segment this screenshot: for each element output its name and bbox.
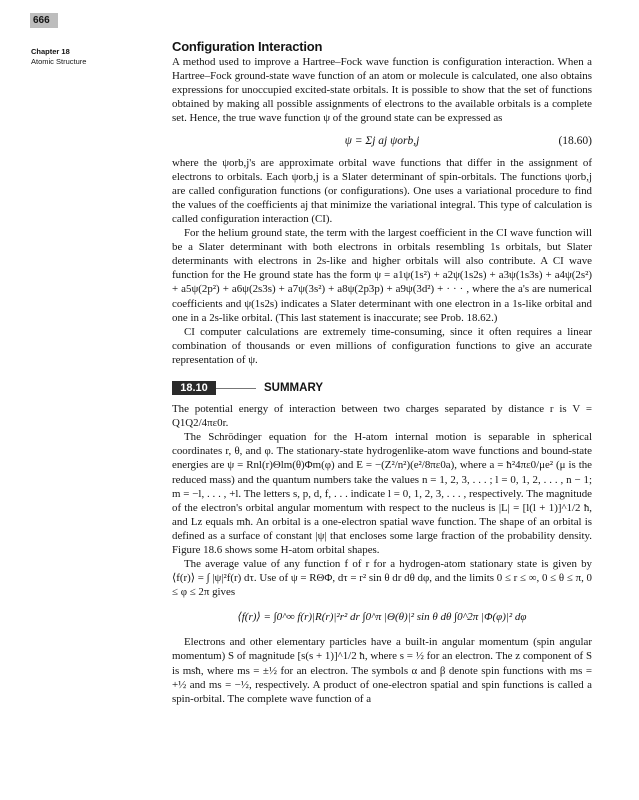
summary-paragraph-2: The Schrödinger equation for the H-atom internal motion is separable in spherical coordinates r, θ, and φ. The stationary-state hydrogenlike-atom wave functions and bound-state energies are ψ = Rnl(r)Θlm(θ)Φm(φ) and E = −(Z²/n²)(e²/8πε0a), where a = ħ²4πε0/μe² (μ is the reduced mass) and the quantum numbers take the values n = 1, 2, 3, . . . ; l = 0, 1, 2, . . . , n − 1; m = −l, . . . , +l. The letters s, p, d, f, . . . indicate l = 0, 1, 2, 3, . . . , respectively. The magnitude of the electron's orbital angular momentum with respect to the nucleus is |L| = [l(l + 1)]^1/2 ħ, and Lz equals mħ. An orbital is a one-electron spatial wave function. The shape of an orbital is defined as a surface of constant |ψ| that encloses some large fraction of the probability density. Figure 18.6 shows some H-atom orbital shapes. [172, 431, 592, 556]
summary-rule [216, 388, 256, 389]
chapter-title: Atomic Structure [31, 56, 87, 66]
ci-paragraph-3: For the helium ground state, the term with the largest coefficient in the CI wave function will be a Slater determinant with both electrons in orbitals resembling 1s orbitals, but Slater determinants with electrons in 2s-like and higher orbitals will also contribute. A CI wave function for the He ground state has the form ψ = a1ψ(1s²) + a2ψ(1s2s) + a3ψ(1s3s) + a4ψ(2s²) + a5ψ(2p²) + a6ψ(2s3s) + a7ψ(3s²) + a8ψ(2p3p) + a9ψ(3d²) + · · · , where the a's are numerical coefficients and ψ(1s2s) indicates a Slater determinant with one electron in a 1s-like orbital and one in a 2s-like orbital. (This last statement is inaccurate; see Prob. 18.62.) [172, 227, 592, 324]
equation-average-value [172, 599, 592, 635]
ci-paragraph-2: where the ψorb,j's are approximate orbital wave functions that differ in the assignment of electrons to orbitals. Each ψorb,j is a Slater determinant of spin-orbitals. The functions ψorb,j are called configuration functions (or configurations). One uses a variational procedure to find the values of the coefficients aj that minimize the variational integral. This type of calculation is called configuration interaction (CI). [172, 156, 592, 225]
summary-paragraph-1: The potential energy of interaction between two charges separated by distance r is V = Q1Q2/4πε0r. [172, 403, 592, 430]
equation-average-value-body: ⟨f(r)⟩ = ∫0^∞ f(r)|R(r)|²r² dr ∫0^π |Θ(θ)|² sin θ dθ ∫0^2π |Φ(φ)|² dφ [237, 611, 527, 624]
summary-paragraph-4: Electrons and other elementary particles have a built-in angular momentum (spin angular momentum) S of magnitude [s(s + 1)]^1/2 ħ, where s = ½ for an electron. The z component of S is msħ, where ms = ±½ for an electron. The symbols α and β denote spin functions with ms = +½ and ms = −½, respectively. A product of one-electron spatial and spin functions is called a spin-orbital. The complete wave function of a [172, 636, 592, 705]
equation-18-60 [172, 126, 592, 156]
equation-18-60-body: ψ = Σj aj ψorb,j [344, 134, 420, 147]
ci-paragraph-1: A method used to improve a Hartree–Fock wave function is configuration interaction. When a Hartree–Fock ground-state wave function of an atom or molecule is calculated, one also obtains expressions for unoccupied excited-state orbitals. It is possible to show that the set of functions obtained by making all possible assignments of electrons to the available orbitals is a complete set. Hence, the true wave function ψ of the ground state can be expressed as [172, 56, 592, 125]
section-heading: Configuration Interaction [172, 39, 323, 54]
chapter-number: Chapter 18 [31, 47, 70, 56]
summary-section-number: 18.10 [172, 381, 216, 395]
chapter-label [31, 47, 86, 66]
page-number: 666 [30, 13, 58, 28]
summary-header [172, 381, 592, 395]
equation-18-60-number: (18.60) [558, 134, 592, 147]
ci-paragraph-4: CI computer calculations are extremely time-consuming, since it often requires a linear combination of thousands or even millions of configuration functions to give an accurate representation of ψ. [172, 325, 592, 366]
page-content [172, 40, 592, 706]
summary-title: SUMMARY [264, 381, 323, 394]
summary-paragraph-3: The average value of any function f of r for a hydrogen-atom stationary state is given by ⟨f(r)⟩ = ∫ |ψ|²f(r) dτ. Use of ψ = RΘΦ, dτ = r² sin θ dr dθ dφ, and the limits 0 ≤ r ≤ ∞, 0 ≤ θ ≤ π, 0 ≤ φ ≤ 2π gives [172, 558, 592, 599]
